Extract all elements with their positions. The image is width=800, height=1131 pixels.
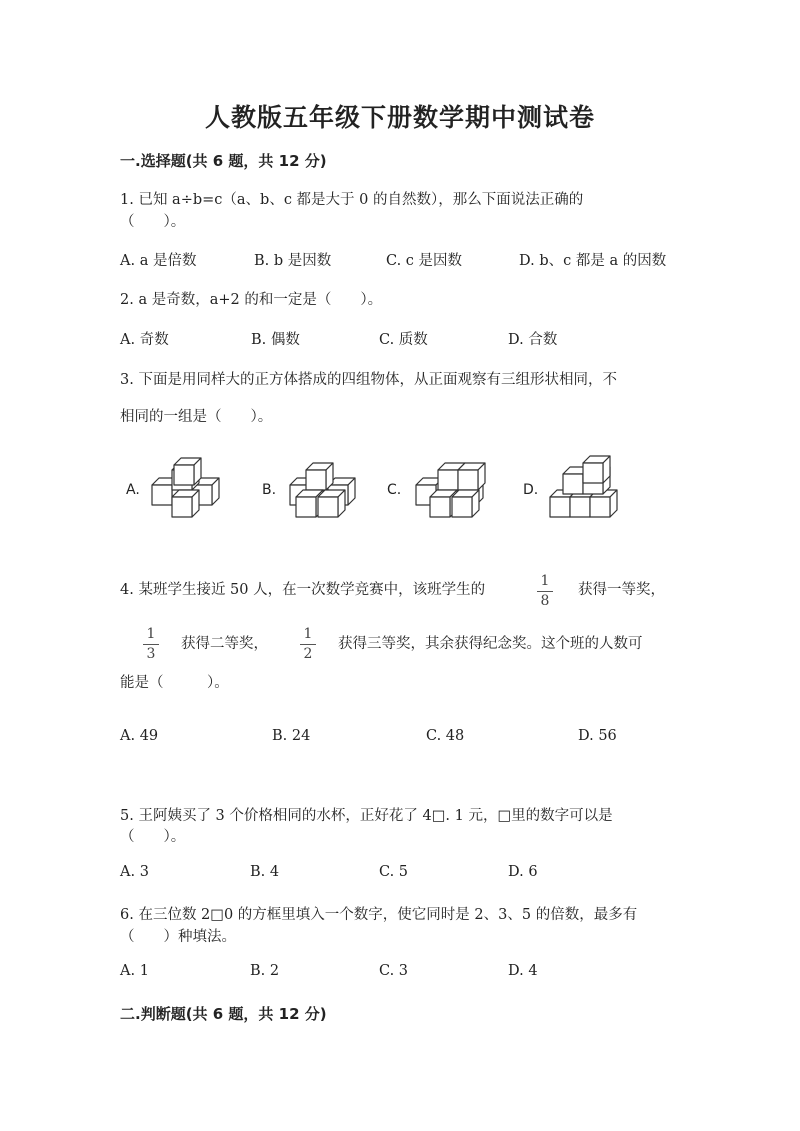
question-4-option-c[interactable]: C. 48	[426, 728, 465, 744]
question-6-option-b[interactable]: B. 2	[250, 963, 280, 979]
question-6-option-d[interactable]: D. 4	[508, 963, 538, 979]
fraction-bar	[300, 644, 316, 645]
question-2-option-a[interactable]: A. 奇数	[120, 332, 169, 348]
cube	[452, 490, 479, 517]
fraction-numerator: 1	[303, 626, 313, 642]
cube	[306, 463, 333, 490]
fraction-one-half	[298, 626, 318, 663]
question-1-option-c[interactable]: C. c 是因数	[386, 253, 463, 269]
question-5-option-a[interactable]: A. 3	[120, 864, 149, 880]
question-5-text: 5. 王阿姨买了 3 个价格相同的水杯，正好花了 4□. 1 元，□里的数字可以是	[120, 808, 613, 824]
question-5-option-d[interactable]: D. 6	[508, 864, 538, 880]
cube	[174, 458, 201, 485]
question-4-option-d[interactable]: D. 56	[578, 728, 617, 744]
question-2-text: 2. a 是奇数，a+2 的和一定是（ ）。	[120, 292, 383, 308]
section-heading-judgement: 二.判断题(共 6 题，共 12 分)	[120, 1005, 327, 1023]
fraction-bar	[143, 644, 159, 645]
question-4-text-4: 获得三等奖，其余获得纪念奖。这个班的人数可	[338, 636, 643, 652]
question-1-option-b[interactable]: B. b 是因数	[254, 253, 332, 269]
question-5-option-b[interactable]: B. 4	[250, 864, 280, 880]
question-1-blank: （ ）。	[120, 214, 186, 230]
figure-label-c[interactable]: C.	[387, 482, 402, 498]
question-4-blank: 能是（ ）。	[120, 675, 229, 691]
question-2-option-c[interactable]: C. 质数	[379, 332, 428, 348]
fraction-denominator: 3	[146, 646, 156, 662]
question-1-option-d[interactable]: D. b、c 都是 a 的因数	[519, 253, 667, 269]
question-4-option-a[interactable]: A. 49	[120, 728, 159, 744]
cube	[318, 490, 345, 517]
fraction-one-eighth	[535, 573, 555, 610]
page-title: 人教版五年级下册数学期中测试卷	[204, 103, 595, 132]
question-5-blank: （ ）。	[120, 829, 186, 845]
question-1-text: 1. 已知 a÷b=c（a、b、c 都是大于 0 的自然数），那么下面说法正确的	[120, 192, 584, 208]
question-4-option-b[interactable]: B. 24	[272, 728, 311, 744]
cube	[458, 463, 485, 490]
question-4-text-2: 获得一等奖，	[578, 582, 665, 598]
question-6-option-a[interactable]: A. 1	[120, 963, 149, 979]
fraction-numerator: 1	[146, 626, 156, 642]
question-1-option-a[interactable]: A. a 是倍数	[120, 253, 197, 269]
question-2-option-d[interactable]: D. 合数	[508, 332, 558, 348]
question-4-text-1: 4. 某班学生接近 50 人，在一次数学竞赛中，该班学生的	[120, 582, 486, 598]
section-heading-choice: 一.选择题(共 6 题，共 12 分)	[120, 152, 327, 170]
question-6-text: 6. 在三位数 2□0 的方框里填入一个数字，使它同时是 2、3、5 的倍数，最多有	[120, 907, 638, 923]
fraction-denominator: 8	[540, 593, 550, 609]
question-4-text-3: 获得二等奖，	[181, 636, 268, 652]
cube	[583, 456, 610, 483]
question-2-option-b[interactable]: B. 偶数	[251, 332, 300, 348]
figure-label-a[interactable]: A.	[126, 482, 140, 498]
question-6-blank: （ ）种填法。	[120, 929, 236, 945]
question-3-blank: 相同的一组是（ ）。	[120, 409, 273, 425]
fraction-bar	[537, 591, 553, 592]
fraction-denominator: 2	[303, 646, 313, 662]
cube	[172, 490, 199, 517]
fraction-one-third	[141, 626, 161, 663]
question-3-text: 3. 下面是用同样大的正方体搭成的四组物体，从正面观察有三组形状相同，不	[120, 372, 617, 388]
fraction-numerator: 1	[540, 573, 550, 589]
question-6-option-c[interactable]: C. 3	[379, 963, 409, 979]
question-5-option-c[interactable]: C. 5	[379, 864, 409, 880]
figure-label-b[interactable]: B.	[262, 482, 277, 498]
figure-label-d[interactable]: D.	[523, 482, 539, 498]
